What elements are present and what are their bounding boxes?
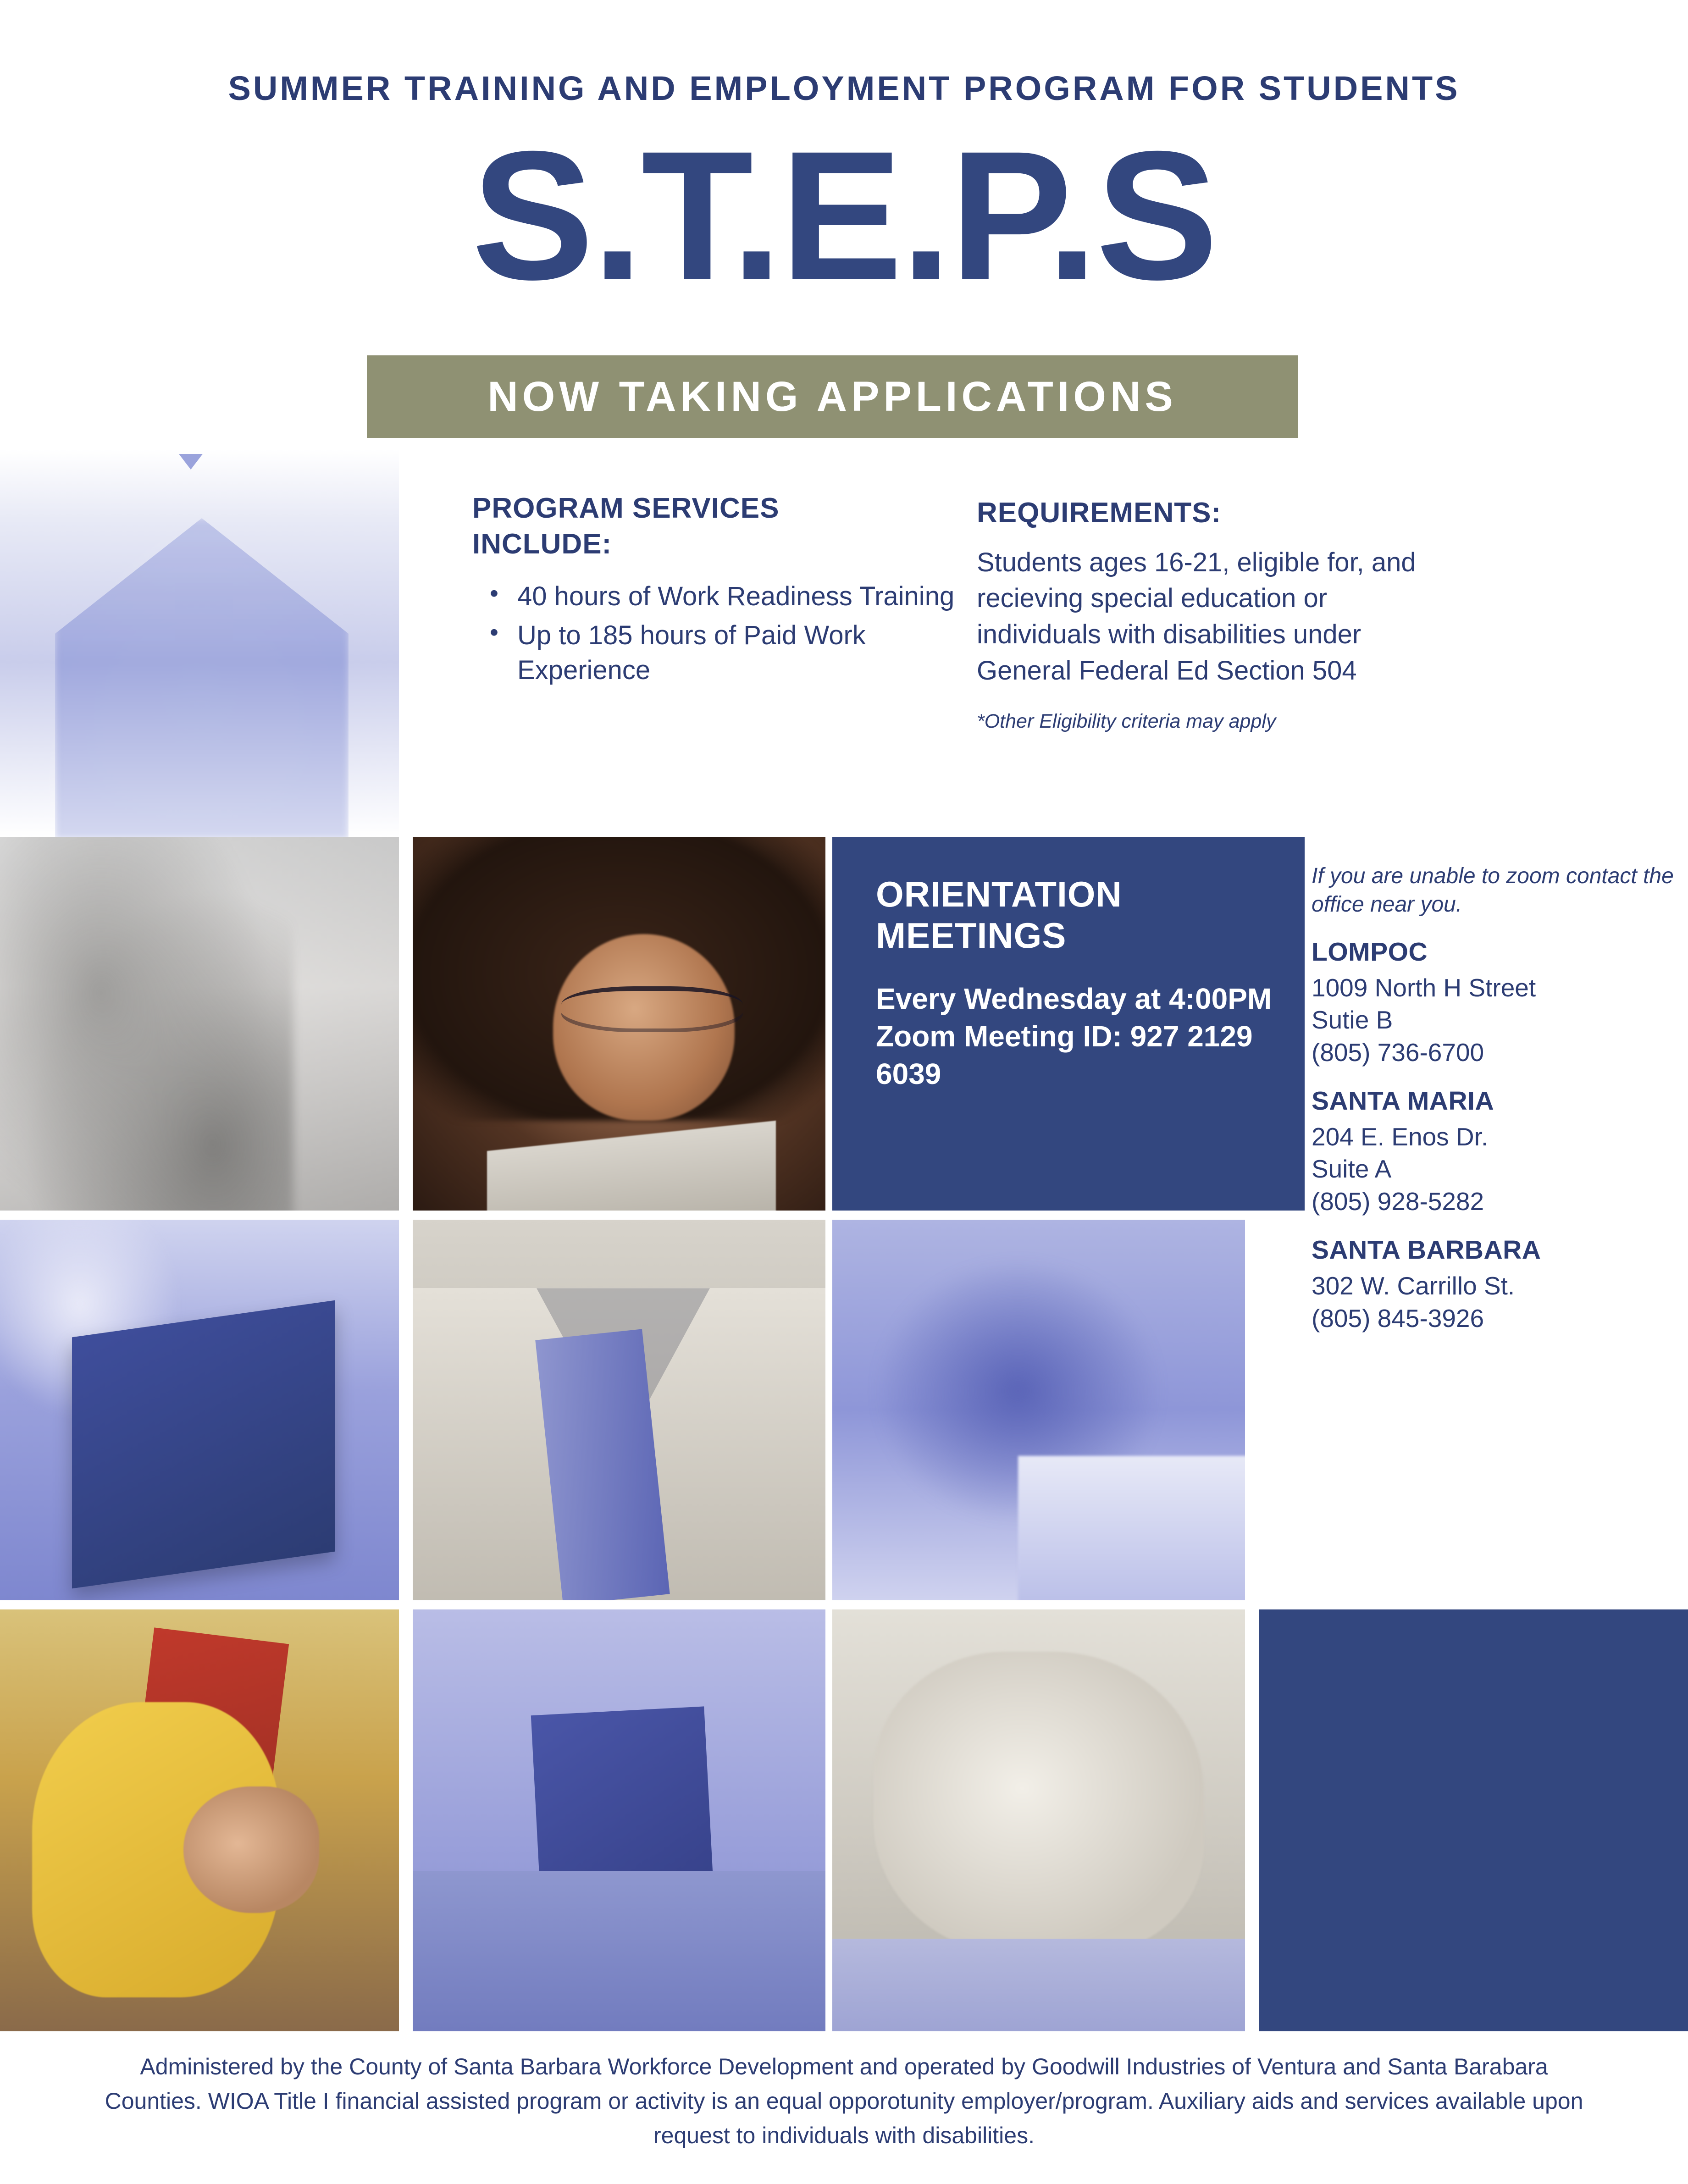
folder-shape — [72, 1300, 335, 1588]
photo-arms-crossed — [832, 1609, 1245, 2031]
office-address-line1: 302 W. Carrillo St. — [1312, 1272, 1515, 1300]
office-santa-maria — [1312, 1086, 1674, 1217]
office-phone[interactable]: (805) 928-5282 — [1312, 1187, 1484, 1216]
contacts-lead: If you are unable to zoom contact the office near you. — [1312, 864, 1674, 917]
photo-student-with-books — [413, 1220, 825, 1600]
program-services-list — [472, 579, 958, 688]
photo-architecture — [0, 837, 399, 1211]
page-title: S.T.E.P.S — [471, 113, 1217, 318]
office-address-line2: Sutie B — [1312, 1006, 1393, 1034]
orientation-heading-line1: ORIENTATION — [876, 874, 1122, 914]
desk-shape — [1018, 1456, 1245, 1600]
contacts-section — [1312, 862, 1674, 1334]
photo-student-portrait — [413, 837, 825, 1211]
program-services-heading-line1: PROGRAM SERVICES — [472, 492, 780, 524]
office-address-line1: 1009 North H Street — [1312, 973, 1536, 1002]
office-name: SANTA BARBARA — [1312, 1235, 1541, 1265]
office-address-line2: Suite A — [1312, 1155, 1392, 1183]
building-photo — [0, 449, 399, 837]
denim-shape — [832, 1939, 1245, 2031]
office-santa-barbara — [1312, 1235, 1674, 1334]
office-lompoc — [1312, 937, 1674, 1068]
applications-ribbon-label: NOW TAKING APPLICATIONS — [487, 373, 1177, 420]
arm-shape — [874, 1652, 1204, 1955]
portrait-collar — [487, 1121, 776, 1211]
glasses-icon — [561, 986, 743, 1032]
list-item: • 40 hours of Work Readiness Training — [472, 579, 958, 614]
office-phone[interactable]: (805) 845-3926 — [1312, 1304, 1484, 1333]
requirements-heading: REQUIREMENTS: — [977, 497, 1222, 529]
program-kicker: SUMMER TRAINING AND EMPLOYMENT PROGRAM FOR STUDENTS — [228, 69, 1460, 107]
program-services-heading — [472, 491, 958, 562]
requirements-note: *Other Eligibility criteria may apply — [977, 710, 1276, 732]
office-phone[interactable]: (805) 736-6700 — [1312, 1038, 1484, 1067]
office-name: LOMPOC — [1312, 937, 1428, 967]
orientation-heading — [876, 874, 1273, 957]
orientation-details: Every Wednesday at 4:00PM Zoom Meeting ID: 927 2129 6039 — [876, 982, 1272, 1090]
requirements-body: Students ages 16-21, eligible for, and recieving special education or individuals with disabilities under General Federal Ed Section 504 — [977, 547, 1416, 686]
navy-color-block — [1259, 1609, 1688, 2031]
footer-disclaimer: Administered by the County of Santa Barbara Workforce Development and operated by Goodwill Industries of Ventura and Santa Barabara Counties. WIOA Title I financial assisted program or activity is an equal opporotunity employer/program. Auxiliary aids and services available upon request to individuals with disabilities. — [105, 2054, 1583, 2148]
photo-yellow-sleeve — [0, 1609, 399, 2031]
photo-office-scene — [832, 1220, 1245, 1600]
office-name: SANTA MARIA — [1312, 1086, 1494, 1116]
orientation-meetings-box — [832, 837, 1305, 1211]
photo-hands-tablet — [413, 1609, 825, 2031]
list-item: • Up to 185 hours of Paid Work Experience — [472, 618, 958, 688]
triangle-marker-icon — [179, 454, 203, 470]
program-services-section — [472, 491, 958, 692]
photo-folder — [0, 1220, 399, 1600]
office-address-line1: 204 E. Enos Dr. — [1312, 1122, 1489, 1151]
applications-ribbon — [367, 355, 1298, 438]
requirements-section — [977, 495, 1454, 733]
program-services-heading-line2: INCLUDE: — [472, 528, 612, 560]
hand-shape — [183, 1786, 319, 1913]
jeans-shape — [413, 1871, 825, 2031]
orientation-heading-line2: MEETINGS — [876, 915, 1067, 956]
